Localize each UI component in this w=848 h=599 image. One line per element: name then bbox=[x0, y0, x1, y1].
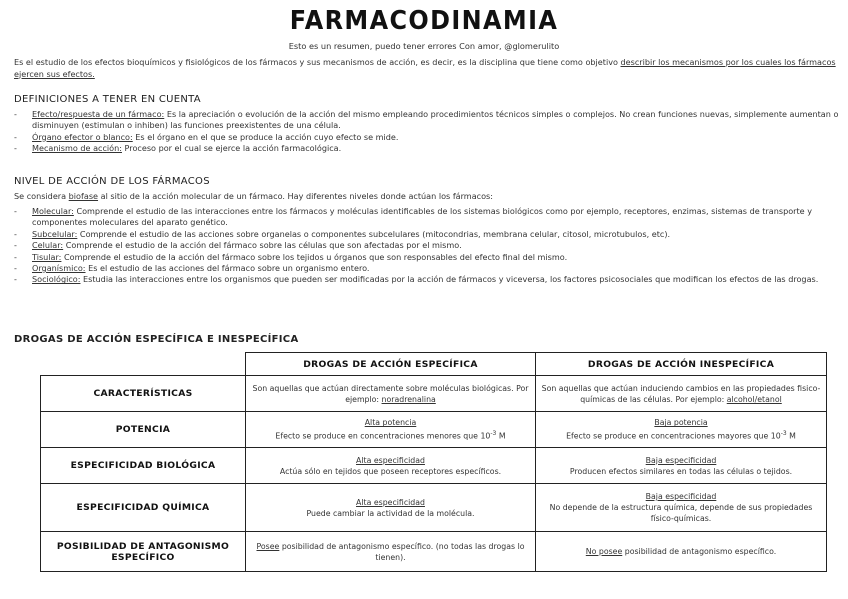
level-term: Tisular: bbox=[32, 251, 62, 262]
list-item: - Mecanismo de acción: Proceso por el cual se ejerce la acción farmacológica. bbox=[14, 143, 342, 154]
cell-specific bbox=[246, 376, 536, 412]
table-row bbox=[41, 532, 827, 572]
cell-text: Actúa sólo en tejidos que poseen receptores específicos. bbox=[279, 466, 502, 476]
cell-text: No depende de la estructura química, depende de sus propiedades físico-químicas. bbox=[549, 503, 813, 523]
definitions-list bbox=[14, 109, 840, 155]
table-corner bbox=[41, 353, 246, 376]
list-item: - Subcelular: Comprende el estudio de las acciones sobre organelas o componentes subcelulares (mitocondrias, membrana celular, citosol, microtubulos, etc). bbox=[14, 228, 671, 239]
cell-text: Efecto se produce en concentraciones menores que 10 bbox=[275, 431, 491, 441]
table-row bbox=[41, 376, 827, 412]
row-label: POSIBILIDAD DE ANTAGONISMO ESPECÍFICO bbox=[41, 532, 246, 572]
level-term: Sociológico: bbox=[32, 274, 81, 285]
cell-title: Baja especificidad bbox=[645, 455, 717, 465]
level-term: Subcelular: bbox=[32, 228, 78, 239]
cell-title: Baja especificidad bbox=[645, 492, 717, 501]
list-item: - Celular: Comprende el estudio de la acción del fármaco sobre las células que son afectadas por el mismo. bbox=[14, 240, 462, 251]
definitions-heading: DEFINICIONES A TENER EN CUENTA bbox=[14, 94, 201, 105]
page-title: FARMACODINAMIA bbox=[289, 6, 559, 36]
cell-exponent: -3 bbox=[490, 430, 497, 438]
list-item: - Tisular: Comprende el estudio de la acción del fármaco sobre los tejidos u órganos que son responsables del efecto final del mismo. bbox=[14, 251, 568, 262]
cell-unspecific bbox=[536, 532, 827, 572]
cell-example: noradrenalina bbox=[381, 394, 436, 404]
cell-unspecific bbox=[536, 484, 827, 532]
definition-term: Mecanismo de acción: bbox=[32, 143, 122, 154]
definition-text: Es la apreciación o evolución de la acción del mismo empleando procedimientos técnicos simples o complejos. No crean funciones nuevas, simplemente aumentan o disminuyen (estimulan o inhiben) las funciones preexistentes de una célula. bbox=[32, 109, 839, 131]
row-label: ESPECIFICIDAD BIOLÓGICA bbox=[41, 448, 246, 484]
level-text: Estudia las interacciones entre los organismos que pueden ser modificadas por la acción de fármacos y viceversa, los factores psicosociales que modifican los efectos de las drogas. bbox=[80, 274, 819, 285]
cell-title: Alta especificidad bbox=[356, 455, 425, 465]
cell-specific bbox=[246, 412, 536, 448]
cell-unspecific bbox=[536, 448, 827, 484]
cell-specific bbox=[246, 484, 536, 532]
level-term: Molecular: bbox=[32, 206, 74, 216]
cell-unit: M bbox=[786, 431, 796, 441]
cell-example: alcohol/etanol bbox=[726, 394, 782, 404]
definition-term: Órgano efector o blanco: bbox=[32, 131, 133, 142]
cell-unspecific bbox=[536, 412, 827, 448]
definition-text: Proceso por el cual se ejerce la acción farmacológica. bbox=[121, 143, 342, 154]
cell-text: posibilidad de antagonismo específico. (no todas las drogas lo tienen). bbox=[279, 541, 525, 562]
cell-text: Producen efectos similares en todas las células o tejidos. bbox=[569, 466, 793, 476]
level-text: Comprende el estudio de la acción del fármaco sobre las células que son afectadas por el mismo. bbox=[63, 240, 462, 251]
level-text: Es el estudio de las acciones del fármaco sobre un organismo entero. bbox=[85, 263, 370, 274]
definition-term: Efecto/respuesta de un fármaco: bbox=[32, 109, 165, 119]
cell-text: Efecto se produce en concentraciones mayores que 10 bbox=[566, 431, 781, 441]
cell-title: Alta especificidad bbox=[356, 497, 425, 507]
table-header-row bbox=[41, 353, 827, 376]
levels-list bbox=[14, 206, 840, 286]
row-label: POTENCIA bbox=[41, 412, 246, 448]
row-label: ESPECIFICIDAD QUÍMICA bbox=[41, 484, 246, 532]
level-text: Comprende el estudio de la acción del fármaco sobre los tejidos u órganos que son responsables del efecto final del mismo. bbox=[61, 251, 568, 262]
definition-text: Es el órgano en el que se produce la acción cuyo efecto se mide. bbox=[132, 131, 399, 142]
cell-text: Puede cambiar la actividad de la molécula. bbox=[306, 508, 475, 518]
list-item: - Efecto/respuesta de un fármaco: Es la apreciación o evolución de la acción del mismo empleando procedimientos técnicos simples o complejos. No crean funciones nuevas, simplemente aumentan o disminuyen (estimulan o inhiben) las funciones preexistentes de una célula. bbox=[14, 109, 839, 131]
list-item: - Órgano efector o blanco: Es el órgano en el que se produce la acción cuyo efecto se mide. bbox=[14, 131, 399, 142]
list-item: - Organísmico: Es el estudio de las acciones del fármaco sobre un organismo entero. bbox=[14, 263, 370, 274]
table-row bbox=[41, 448, 827, 484]
page-subtitle: Esto es un resumen, puedo tener errores Con amor, @glomerulito bbox=[288, 41, 560, 51]
row-label: CARACTERÍSTICAS bbox=[41, 376, 246, 412]
cell-exponent: -3 bbox=[780, 430, 787, 438]
drugs-heading: DROGAS DE ACCIÓN ESPECÍFICA E INESPECÍFICA bbox=[14, 334, 299, 345]
level-text: Comprende el estudio de las interacciones entre los fármacos y moléculas identificables de los sistemas biológicos como por ejemplo, receptores, enzimas, sistemas de transporte y componentes moleculares del aparato genético. bbox=[32, 206, 812, 228]
level-term: Celular: bbox=[32, 240, 64, 251]
cell-specific bbox=[246, 448, 536, 484]
cell-title: Baja potencia bbox=[654, 418, 708, 428]
cell-unspecific bbox=[536, 376, 827, 412]
cell-unit: M bbox=[496, 431, 506, 441]
list-item: - Sociológico: Estudia las interacciones entre los organismos que pueden ser modificadas por la acción de fármacos y viceversa, los factores psicosociales que modifican los efectos de las drogas. bbox=[14, 274, 819, 285]
intro-paragraph bbox=[14, 57, 840, 80]
cell-text: Son aquellas que actúan induciendo cambios en las propiedades fisico-químicas de las células. Por ejemplo: bbox=[541, 383, 821, 404]
level-term: Organísmico: bbox=[32, 263, 86, 274]
col-header-unspecific: DROGAS DE ACCIÓN INESPECÍFICA bbox=[536, 353, 827, 376]
list-item: - Molecular: Comprende el estudio de las interacciones entre los fármacos y moléculas identificables de los sistemas biológicos como por ejemplo, receptores, enzimas, sistemas de transporte y componentes moleculares del aparato genético. bbox=[14, 206, 812, 228]
levels-intro-post: al sitio de la acción molecular de un fármaco. Hay diferentes niveles donde actúan los fármacos: bbox=[98, 191, 494, 201]
cell-title: Posee bbox=[256, 541, 280, 551]
levels-intro-term: biofase bbox=[68, 191, 99, 201]
drugs-comparison-table bbox=[40, 352, 827, 572]
cell-specific bbox=[246, 532, 536, 572]
levels-heading: NIVEL DE ACCIÓN DE LOS FÁRMACOS bbox=[14, 176, 210, 187]
cell-title: Alta potencia bbox=[364, 418, 417, 428]
col-header-specific: DROGAS DE ACCIÓN ESPECÍFICA bbox=[246, 353, 536, 376]
level-text: Comprende el estudio de las acciones sobre organelas o componentes subcelulares (mitocondrias, membrana celular, citosol, microtubulos, etc). bbox=[77, 228, 671, 239]
intro-underlined: describir los mecanismos por los cuales los fármacos ejercen sus efectos. bbox=[14, 57, 836, 79]
cell-text: posibilidad de antagonismo específico. bbox=[622, 547, 777, 556]
table-row bbox=[41, 484, 827, 532]
cell-text: Son aquellas que actúan directamente sobre moléculas biológicas. Por ejemplo: bbox=[252, 383, 529, 404]
levels-intro-pre: Se considera bbox=[14, 191, 69, 201]
cell-title: No posee bbox=[585, 547, 623, 556]
table-row bbox=[41, 412, 827, 448]
intro-text: Es el estudio de los efectos bioquímicos y fisiológicos de los fármacos y sus mecanismos de acción, es decir, es la disciplina que tiene como objetivo bbox=[14, 57, 621, 67]
levels-intro bbox=[14, 191, 840, 203]
